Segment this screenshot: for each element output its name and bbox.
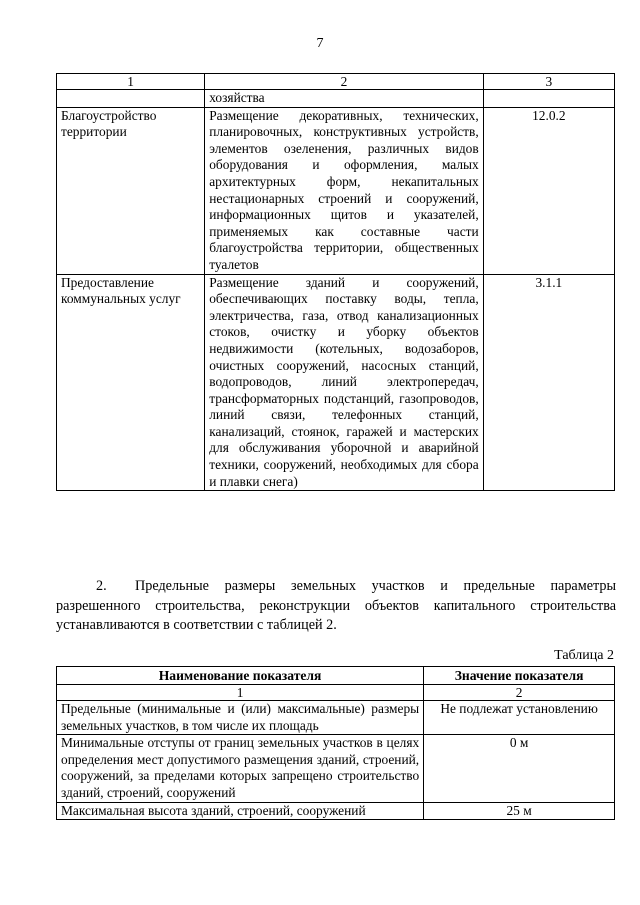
parameter-value-cell: 0 м (424, 735, 615, 802)
column-number: 3 (483, 74, 614, 90)
column-number: 2 (205, 74, 483, 90)
use-description-cell: Размещение декоративных, технических, планировочных, конструктивных устройств, элементов озеленения, различных видов оборудования и оформления, малых архитектурных форм, некапитальных нестационарных строений и сооружений, информационных щитов и указателей, применяемых как составные части благоустройства территории, общественных туалетов (205, 107, 483, 274)
table-column-numbers (57, 74, 615, 90)
table-row (57, 90, 615, 108)
parameter-value-cell: Не подлежат установлению (424, 701, 615, 735)
table-header-row (57, 667, 615, 685)
parameters-table (56, 666, 615, 820)
use-name-cell: Благоустройство территории (57, 107, 205, 274)
column-number: 2 (424, 685, 615, 701)
page-number: 7 (316, 36, 324, 51)
table-column-numbers (57, 685, 615, 701)
table-caption: Таблица 2 (554, 648, 614, 663)
table-row (57, 701, 615, 735)
column-number: 1 (57, 685, 424, 701)
header-name: Наименование показателя (57, 667, 424, 685)
parameter-name-cell: Максимальная высота зданий, строений, сооружений (57, 802, 424, 820)
table-row (57, 274, 615, 491)
use-code-cell: 12.0.2 (483, 107, 614, 274)
use-code-cell: 3.1.1 (483, 274, 614, 491)
use-description-cell: Размещение зданий и сооружений, обеспечивающих поставку воды, тепла, электричества, газа, отвод канализационных стоков, очистку и уборку объектов недвижимости (котельных, водозаборов, очистных сооружений, насосных станций, водопроводов, линий электропередач, трансформаторных подстанций, газопроводов, линий связи, телефонных станций, канализаций, стоянок, гаражей и мастерских для обслуживания уборочной и аварийной техники, сооружений, необходимых для сбора и плавки снега) (205, 274, 483, 491)
column-number: 1 (57, 74, 205, 90)
table-row (57, 735, 615, 802)
use-description-cell: хозяйства (205, 90, 483, 108)
header-value: Значение показателя (424, 667, 615, 685)
use-name-cell: Предоставление коммунальных услуг (57, 274, 205, 491)
land-use-table (56, 73, 615, 491)
parameter-name-cell: Предельные (минимальные и (или) максимальные) размеры земельных участков, в том числе их площадь (57, 701, 424, 735)
parameter-name-cell: Минимальные отступы от границ земельных участков в целях определения мест допустимого размещения зданий, строений, сооружений, за пределами которых запрещено строительство зданий, строений, сооружений (57, 735, 424, 802)
table-row (57, 107, 615, 274)
table-row (57, 802, 615, 820)
parameter-value-cell: 25 м (424, 802, 615, 820)
body-paragraph: 2. Предельные размеры земельных участков и предельные параметры разрешенного строительства, реконструкции объектов капитального строительства устанавливаются в соответствии с таблицей 2. (56, 578, 616, 633)
use-name-cell (57, 90, 205, 108)
use-code-cell (483, 90, 614, 108)
